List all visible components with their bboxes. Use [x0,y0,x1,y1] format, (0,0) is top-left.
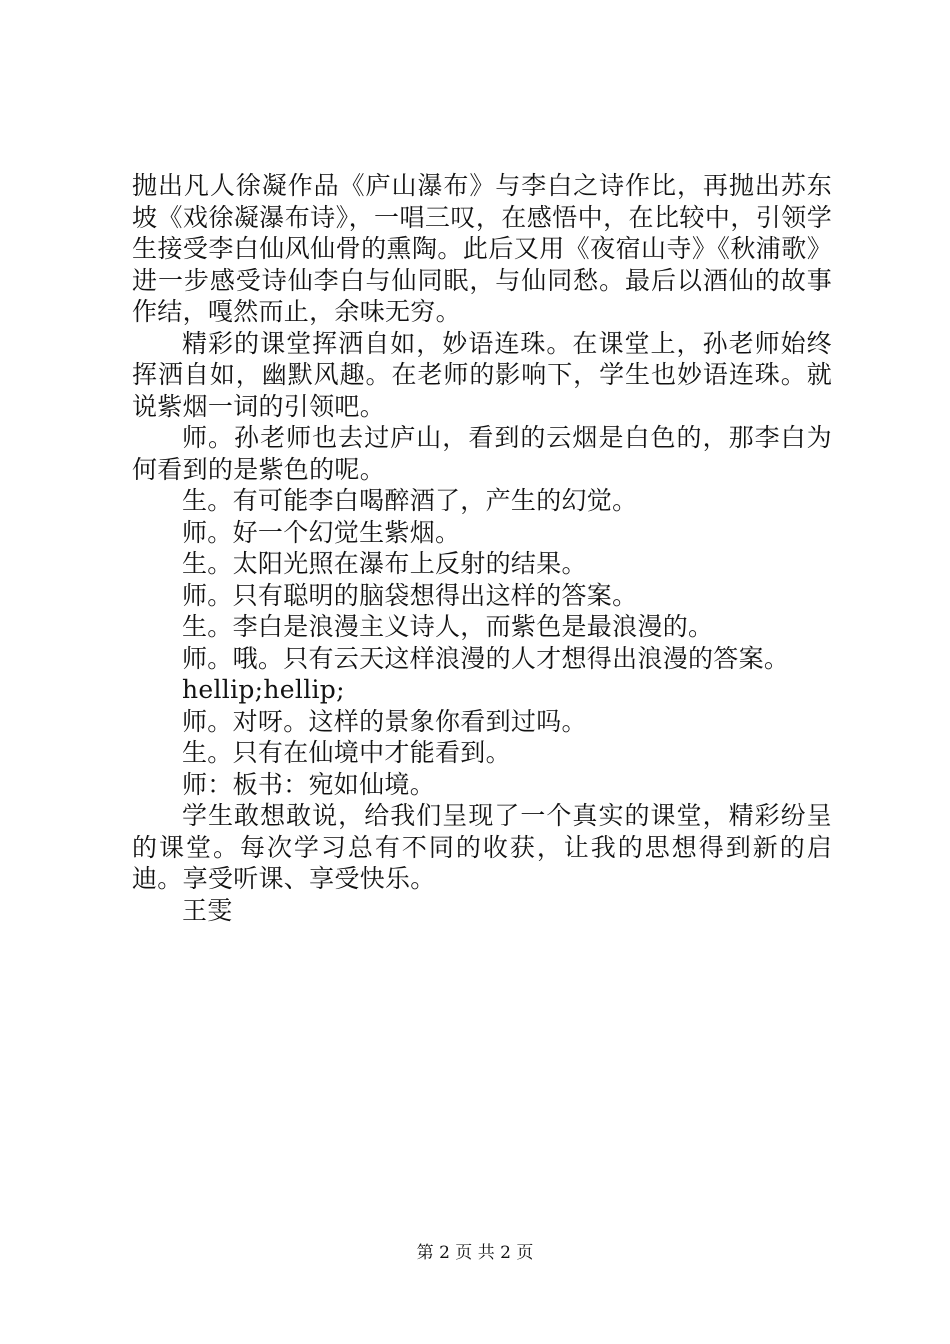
document-body [132,170,832,926]
dialogue-line: 生。太阳光照在瀑布上反射的结果。 [182,549,587,578]
dialogue-line: 师。哦。只有云天这样浪漫的人才想得出浪漫的答案。 [182,643,790,673]
paragraph-classroom-intro: 精彩的课堂挥洒自如，妙语连珠。在课堂上，孙老师始终挥洒自如，幽默风趣。在老师的影响下，学生也妙语连珠。就说紫烟一词的引领吧。 [132,328,832,421]
paragraph-conclusion: 学生敢想敢说，给我们呈现了一个真实的课堂，精彩纷呈的课堂。每次学习总有不同的收获，让我的思想得到新的启迪。享受听课、享受快乐。 [132,801,832,893]
dialogue-line: 师。对呀。这样的景象你看到过吗。 [182,706,587,736]
page-number-footer: 第 2 页 共 2 页 [416,1243,534,1263]
dialogue-line: 师。只有聪明的脑袋想得出这样的答案。 [182,580,638,610]
dialogue-line: 师。好一个幻觉生紫烟。 [182,517,461,547]
dialogue-line: 生。有可能李白喝醉酒了，产生的幻觉。 [182,486,638,515]
paragraph-continuation: 抛出凡人徐凝作品《庐山瀑布》与李白之诗作比，再抛出苏东坡《戏徐凝瀑布诗》，一唱三叹，在感悟中，在比较中，引领学生接受李白仙风仙骨的熏陶。此后又用《夜宿山寺》《秋浦歌》进一步感受诗仙李白与仙同眠，与仙同愁。最后以酒仙的故事作结，嘎然而止，余味无穷。 [132,171,832,326]
dialogue-line: 师。孙老师也去过庐山，看到的云烟是白色的，那李白为何看到的是紫色的呢。 [132,423,832,484]
dialogue-line: 师：板书：宛如仙境。 [182,769,436,799]
ellipsis-line: hellip;hellip; [182,675,345,704]
dialogue-line: 生。李白是浪漫主义诗人，而紫色是最浪漫的。 [182,612,714,641]
dialogue-line: 生。只有在仙境中才能看到。 [182,738,511,767]
author-name: 王雯 [182,895,233,925]
